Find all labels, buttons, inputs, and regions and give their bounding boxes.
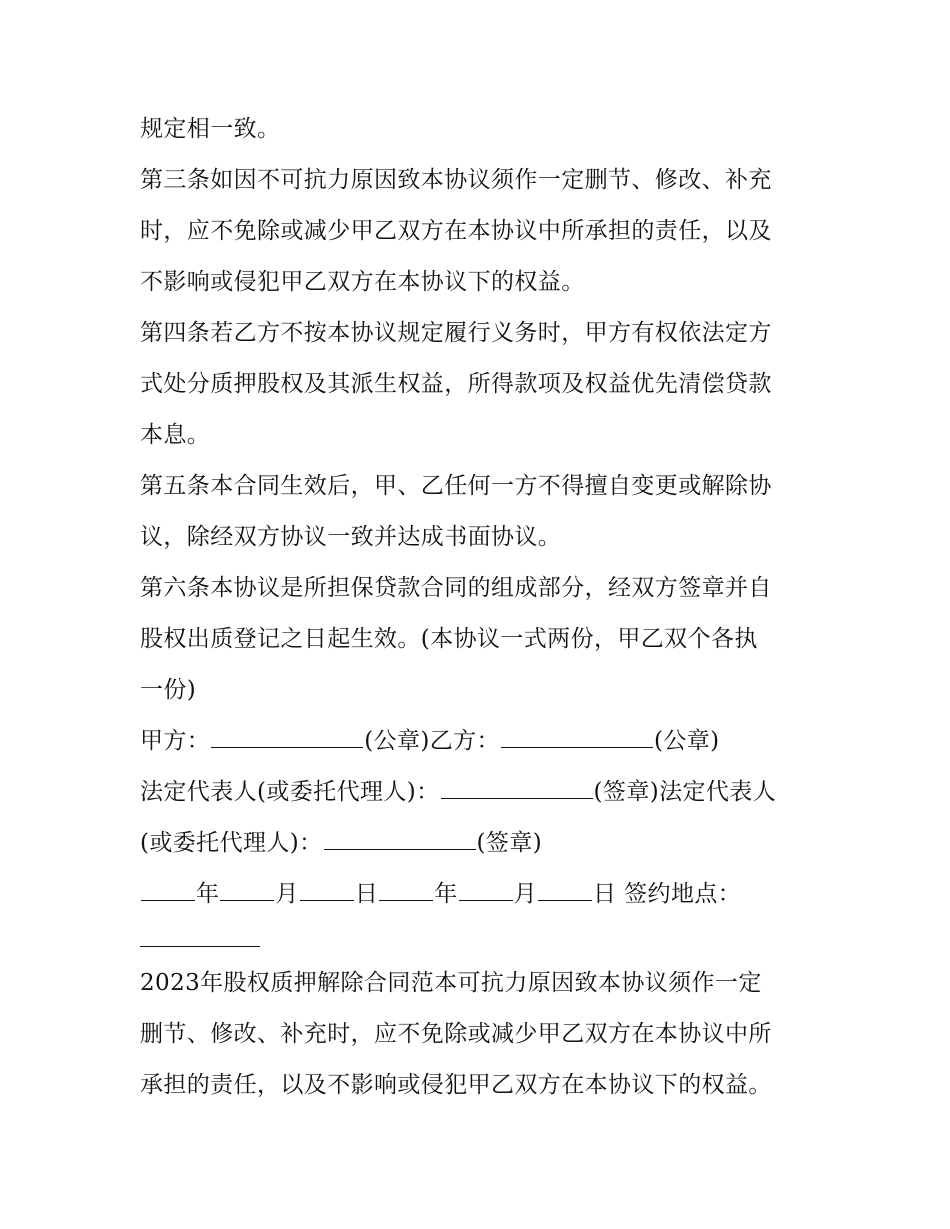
article-6-line-1: 第六条本协议是所担保贷款合同的组成部分，经双方签章并自 — [140, 575, 772, 601]
place-blank[interactable] — [140, 920, 260, 947]
rep-b-blank[interactable] — [324, 831, 476, 850]
footer-text — [140, 958, 820, 1111]
party-signature-line — [140, 716, 820, 767]
place-label: 签约地点： — [624, 881, 742, 907]
party-b-label: 乙方： — [429, 728, 500, 754]
article-4-line-1: 第四条若乙方不按本协议规定履行义务时，甲方有权依法定方 — [140, 320, 772, 346]
month-a-blank[interactable] — [220, 882, 274, 901]
footer-line-3: 承担的责任，以及不影响或侵犯甲乙双方在本协议下的权益。 — [140, 1072, 772, 1098]
rep-b-label: 法定代表人 — [659, 779, 777, 805]
party-b-blank[interactable] — [501, 729, 653, 748]
article-3-line-3: 不影响或侵犯甲乙双方在本协议下的权益。 — [140, 269, 585, 295]
footer-line-1: 2023年股权质押解除合同范本可抗力原因致本协议须作一定 — [140, 970, 762, 996]
article-4-line-2: 式处分质押股权及其派生权益，所得款项及权益优先清偿贷款 — [140, 371, 772, 397]
day-b-blank[interactable] — [538, 882, 592, 901]
rep-b-sign: (签章) — [476, 830, 543, 856]
month-b-blank[interactable] — [459, 882, 513, 901]
month-a-label: 月 — [275, 881, 299, 907]
body-line: 规定相一致。 — [140, 116, 281, 142]
rep-a-sign: (签章) — [593, 779, 660, 805]
party-a-seal: (公章) — [364, 728, 430, 754]
article-5-line-1: 第五条本合同生效后，甲、乙任何一方不得擅自变更或解除协 — [140, 473, 772, 499]
date-line — [140, 869, 820, 920]
contract-body — [140, 104, 820, 947]
article-4-line-3: 本息。 — [140, 422, 211, 448]
article-5-line-2: 议，除经双方协议一致并达成书面协议。 — [140, 524, 562, 550]
year-b-label: 年 — [434, 881, 458, 907]
article-6-line-3: 一份) — [140, 677, 197, 703]
year-a-label: 年 — [196, 881, 220, 907]
footer-line-2: 删节、修改、补充时，应不免除或减少甲乙双方在本协议中所 — [140, 1021, 772, 1047]
article-3-line-2: 时，应不免除或减少甲乙双方在本协议中所承担的责任，以及 — [140, 218, 772, 244]
article-6-line-2: 股权出质登记之日起生效。(本协议一式两份，甲乙双个各执 — [140, 626, 758, 652]
representative-line-2 — [140, 818, 820, 869]
party-a-label: 甲方： — [140, 728, 211, 754]
day-b-label: 日 — [593, 881, 617, 907]
month-b-label: 月 — [513, 881, 538, 907]
party-b-seal: (公章) — [653, 728, 720, 754]
day-a-blank[interactable] — [300, 882, 354, 901]
year-a-blank[interactable] — [141, 882, 195, 901]
year-b-blank[interactable] — [379, 882, 433, 901]
party-a-blank[interactable] — [211, 729, 363, 748]
rep-b-label-cont: (或委托代理人)： — [140, 830, 323, 856]
rep-a-blank[interactable] — [441, 780, 593, 799]
representative-line-1 — [140, 767, 820, 818]
rep-a-label: 法定代表人(或委托代理人)： — [140, 779, 440, 805]
article-3-line-1: 第三条如因不可抗力原因致本协议须作一定删节、修改、补充 — [140, 167, 772, 193]
day-a-label: 日 — [354, 881, 379, 907]
